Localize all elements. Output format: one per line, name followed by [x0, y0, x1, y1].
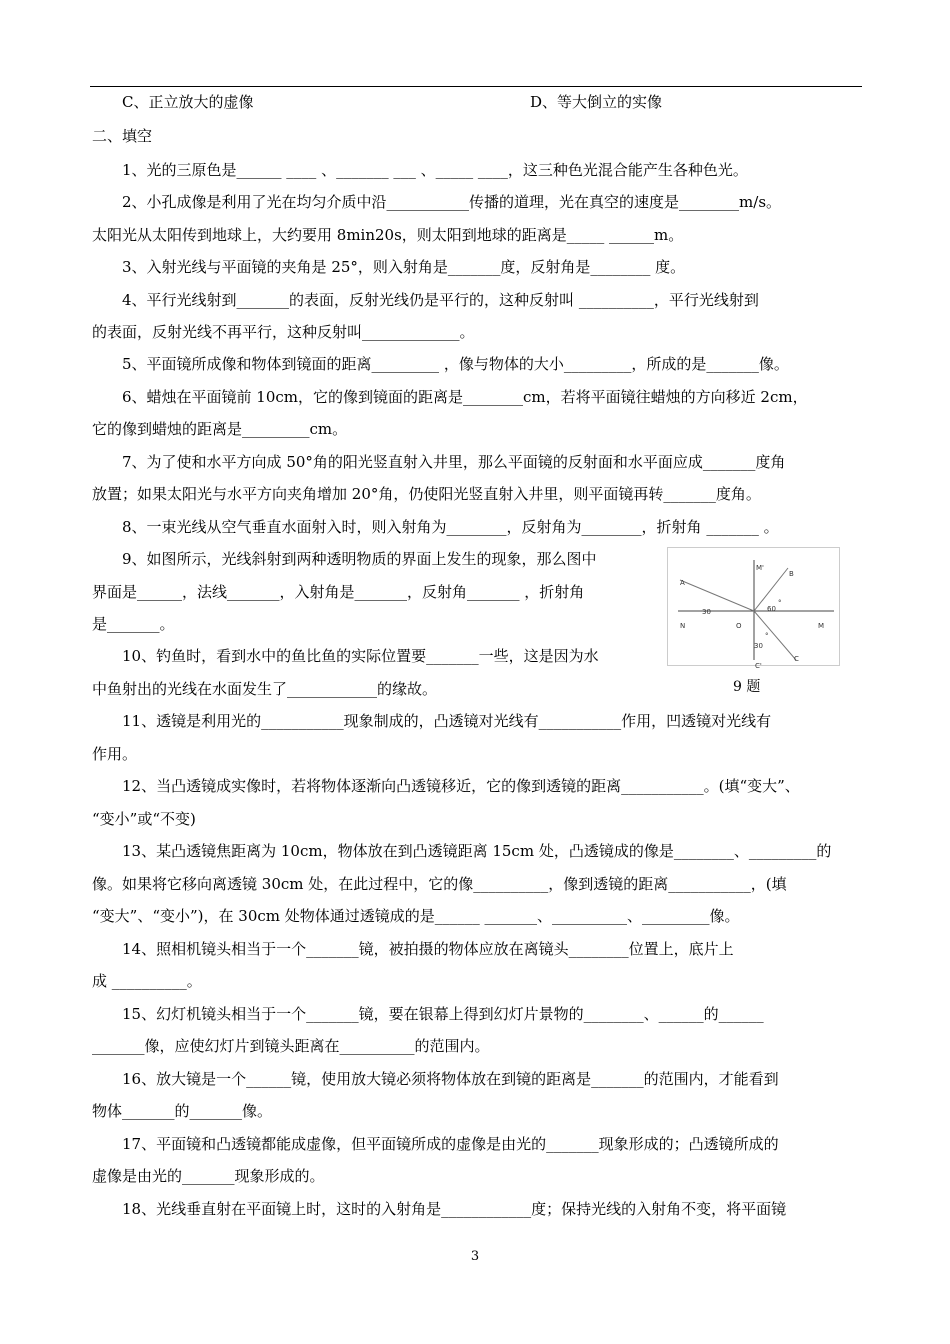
- section-title: 二、填空: [92, 127, 153, 145]
- question-line: 1、光的三原色是______ ____ 、_______ ___ 、_____ ____，这三种色光混合能产生各种色光。: [122, 161, 748, 179]
- question-line: 15、幻灯机镜头相当于一个_______镜，要在银幕上得到幻灯片景物的________、______的______: [122, 1005, 764, 1023]
- refraction-diagram-svg: [668, 548, 839, 670]
- question-line: 9、如图所示，光线斜射到两种透明物质的界面上发生的现象，那么图中: [122, 550, 597, 568]
- label-c-prime: C': [755, 662, 762, 670]
- angle-60: 60: [767, 605, 776, 613]
- label-o: O: [736, 622, 742, 630]
- question-line: 13、某凸透镜焦距离为 10cm，物体放在到凸透镜距离 15cm 处，凸透镜成的像是________、_________的: [122, 842, 832, 860]
- question-line: 4、平行光线射到_______的表面，反射光线仍是平行的，这种反射叫 __________，平行光线射到: [122, 291, 759, 309]
- label-m: M: [818, 622, 825, 630]
- question-line: 太阳光从太阳传到地球上，大约要用 8min20s，则太阳到地球的距离是_____ ______m。: [92, 226, 684, 244]
- angle-30-refracted: 30: [754, 642, 763, 650]
- question-line: 5、平面镜所成像和物体到镜面的距离_________ ，像与物体的大小_________，所成的是_______像。: [122, 355, 789, 373]
- question-line: _______像，应使幻灯片到镜头距离在__________的范围内。: [92, 1037, 490, 1055]
- question-line: 12、当凸透镜成实像时，若将物体逐渐向凸透镜移近，它的像到透镜的距离___________。(填“变大”、: [122, 777, 800, 795]
- question-line: 8、一束光线从空气垂直水面射入时，则入射角为________，反射角为________，折射角 _______ 。: [122, 518, 779, 536]
- refraction-diagram: [667, 547, 840, 670]
- question-line: 2、小孔成像是利用了光在均匀介质中沿___________传播的道理，光在真空的速度是________m/s。: [122, 193, 782, 211]
- label-m-prime: M': [756, 564, 764, 572]
- question-line: 3、入射光线与平面镜的夹角是 25°，则入射角是_______度，反射角是________ 度。: [122, 258, 686, 276]
- degree-mark: °: [778, 599, 782, 607]
- question-line: 7、为了使和水平方向成 50°角的阳光竖直射入井里，那么平面镜的反射面和水平面应成_______度角: [122, 453, 786, 471]
- question-line: 作用。: [92, 745, 138, 763]
- label-b: B: [789, 570, 794, 578]
- option-d: D、等大倒立的实像: [530, 93, 663, 111]
- page-number: 3: [470, 1249, 480, 1264]
- label-c: C: [794, 655, 799, 663]
- question-line: 它的像到蜡烛的距离是_________cm。: [92, 420, 348, 438]
- question-line: 像。如果将它移向离透镜 30cm 处，在此过程中，它的像__________，像到透镜的距离___________，(填: [92, 875, 787, 893]
- question-line: 6、蜡烛在平面镜前 10cm，它的像到镜面的距离是________cm，若将平面镜往蜡烛的方向移近 2cm，: [122, 388, 808, 406]
- degree-mark: °: [765, 632, 769, 640]
- question-line: 虚像是由光的_______现象形成的。: [92, 1167, 325, 1185]
- question-line: “变大”、“变小”)，在 30cm 处物体通过透镜成的是______ _______、__________、_________像。: [92, 907, 740, 925]
- question-line: 10、钓鱼时，看到水中的鱼比鱼的实际位置要_______一些，这是因为水: [122, 647, 599, 665]
- figure-caption: 9 题: [733, 679, 761, 695]
- question-line: 中鱼射出的光线在水面发生了____________的缘故。: [92, 680, 438, 698]
- question-line: 16、放大镜是一个______镜，使用放大镜必须将物体放在到镜的距离是_______的范围内，才能看到: [122, 1070, 779, 1088]
- angle-30-incident: 30: [702, 608, 711, 616]
- header-rule: [90, 86, 862, 87]
- label-a: A: [680, 579, 685, 587]
- question-line: 是_______。: [92, 615, 175, 633]
- question-line: 11、透镜是利用光的___________现象制成的，凸透镜对光线有___________作用，凹透镜对光线有: [122, 712, 772, 730]
- question-line: 界面是______，法线_______，入射角是_______，反射角_______ ，折射角: [92, 583, 585, 601]
- question-line: 17、平面镜和凸透镜都能成虚像，但平面镜所成的虚像是由光的_______现象形成的；凸透镜所成的: [122, 1135, 779, 1153]
- question-line: 14、照相机镜头相当于一个_______镜，被拍摄的物体应放在离镜头________位置上，底片上: [122, 940, 734, 958]
- question-line: 物体_______的_______像。: [92, 1102, 273, 1120]
- question-line: “变小”或“不变): [92, 810, 196, 828]
- question-line: 成 __________。: [92, 972, 202, 990]
- ray-oc: [754, 611, 796, 660]
- label-n: N: [680, 622, 686, 630]
- ray-ao: [680, 580, 754, 611]
- question-line: 的表面，反射光线不再平行，这种反射叫_____________。: [92, 323, 475, 341]
- option-c: C、正立放大的虚像: [122, 93, 254, 111]
- question-line: 放置；如果太阳光与水平方向夹角增加 20°角，仍使阳光竖直射入井里，则平面镜再转_______度角。: [92, 485, 761, 503]
- question-line: 18、光线垂直射在平面镜上时，这时的入射角是____________度；保持光线的入射角不变，将平面镜: [122, 1200, 787, 1218]
